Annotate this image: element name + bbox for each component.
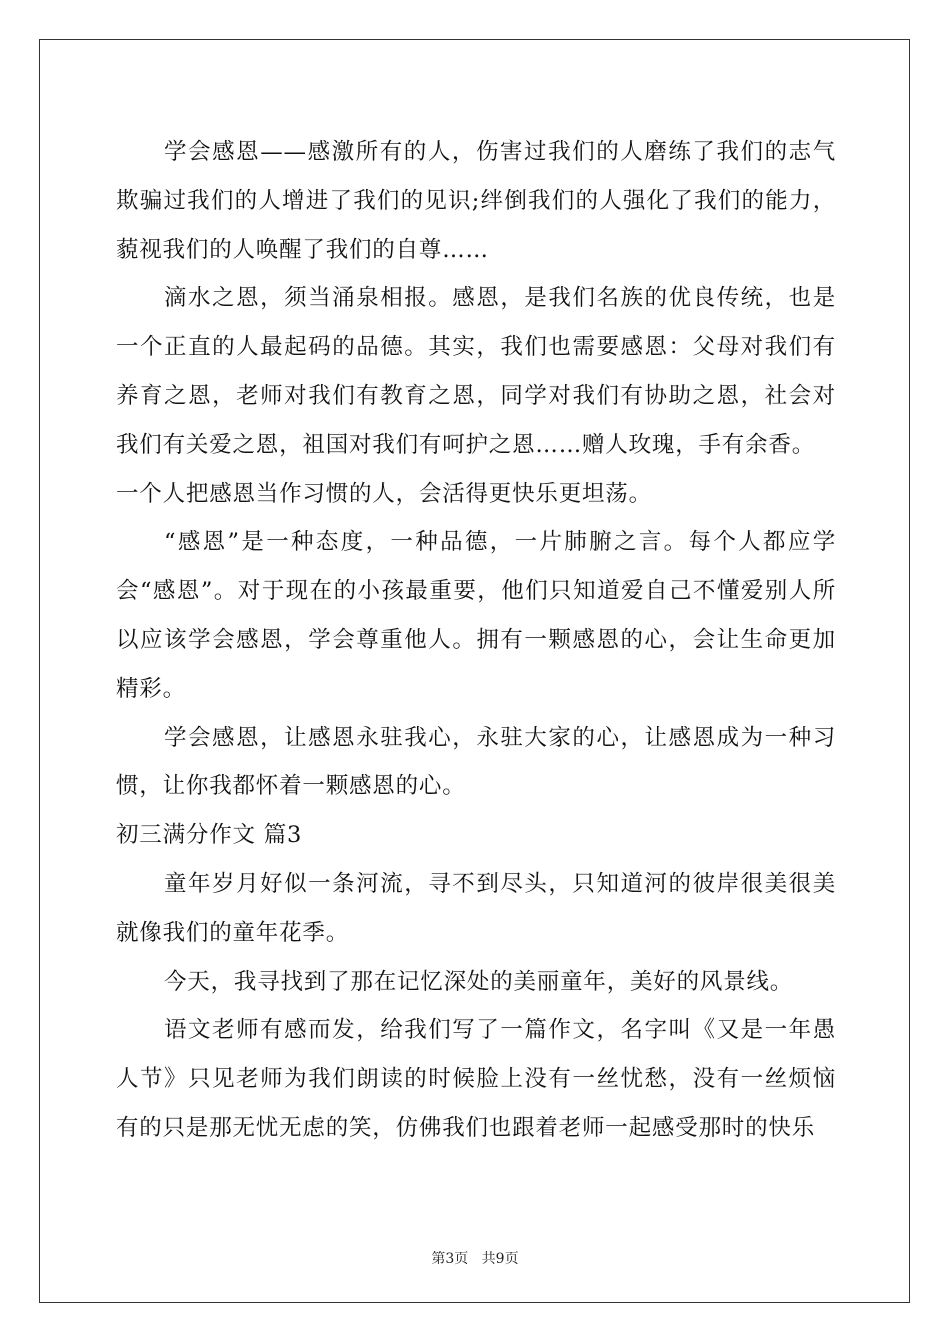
- document-body: [116, 128, 836, 1153]
- paragraph-today: 今天，我寻找到了那在记忆深处的美丽童年，美好的风景线。: [164, 968, 794, 995]
- section-heading: 初三满分作文 篇3: [116, 822, 303, 849]
- paragraph-learn-gratitude: 学会感恩，让感恩永驻我心，永驻大家的心，让感恩成为一种习惯，让你我都怀着一颗感恩的心。: [116, 724, 836, 800]
- paragraph-drop-of-water: 滴水之恩，须当涌泉相报。感恩，是我们名族的优良传统，也是一个正直的人最起码的品德。其实，我们也需要感恩：父母对我们有养育之恩，老师对我们有教育之恩，同学对我们有协助之恩，社会对我们有关爱之恩，祖国对我们有呵护之恩……赠人玫瑰，手有余香。: [116, 285, 836, 458]
- paragraph-childhood-river: 童年岁月好似一条河流，寻不到尽头，只知道河的彼岸很美很美就像我们的童年花季。: [116, 870, 836, 946]
- page-total: 共9页: [481, 1251, 519, 1267]
- page-number: 第3页: [431, 1251, 469, 1267]
- paragraph-teacher: 语文老师有感而发，给我们写了一篇作文，名字叫《又是一年愚人节》只见老师为我们朗读的时候脸上没有一丝忧愁，没有一丝烦恼有的只是那无忧无虑的笑，仿佛我们也跟着老师一起感受那时的快乐: [116, 1017, 836, 1141]
- paragraph-attitude: “感恩”是一种态度，一种品德，一片肺腑之言。每个人都应学会“感恩”。对于现在的小孩最重要，他们只知道爱自己不懂爱别人所以应该学会感恩，学会尊重他人。拥有一颗感恩的心，会让生命更加精彩。: [116, 529, 836, 702]
- page-footer: [0, 1248, 950, 1268]
- paragraph-habit-line: 一个人把感恩当作习惯的人，会活得更快乐更坦荡。: [116, 480, 652, 507]
- paragraph-gratitude-intro: 学会感恩——感激所有的人，伤害过我们的人磨练了我们的志气欺骗过我们的人增进了我们的见识;绊倒我们的人强化了我们的能力，藐视我们的人唤醒了我们的自尊……: [116, 139, 836, 263]
